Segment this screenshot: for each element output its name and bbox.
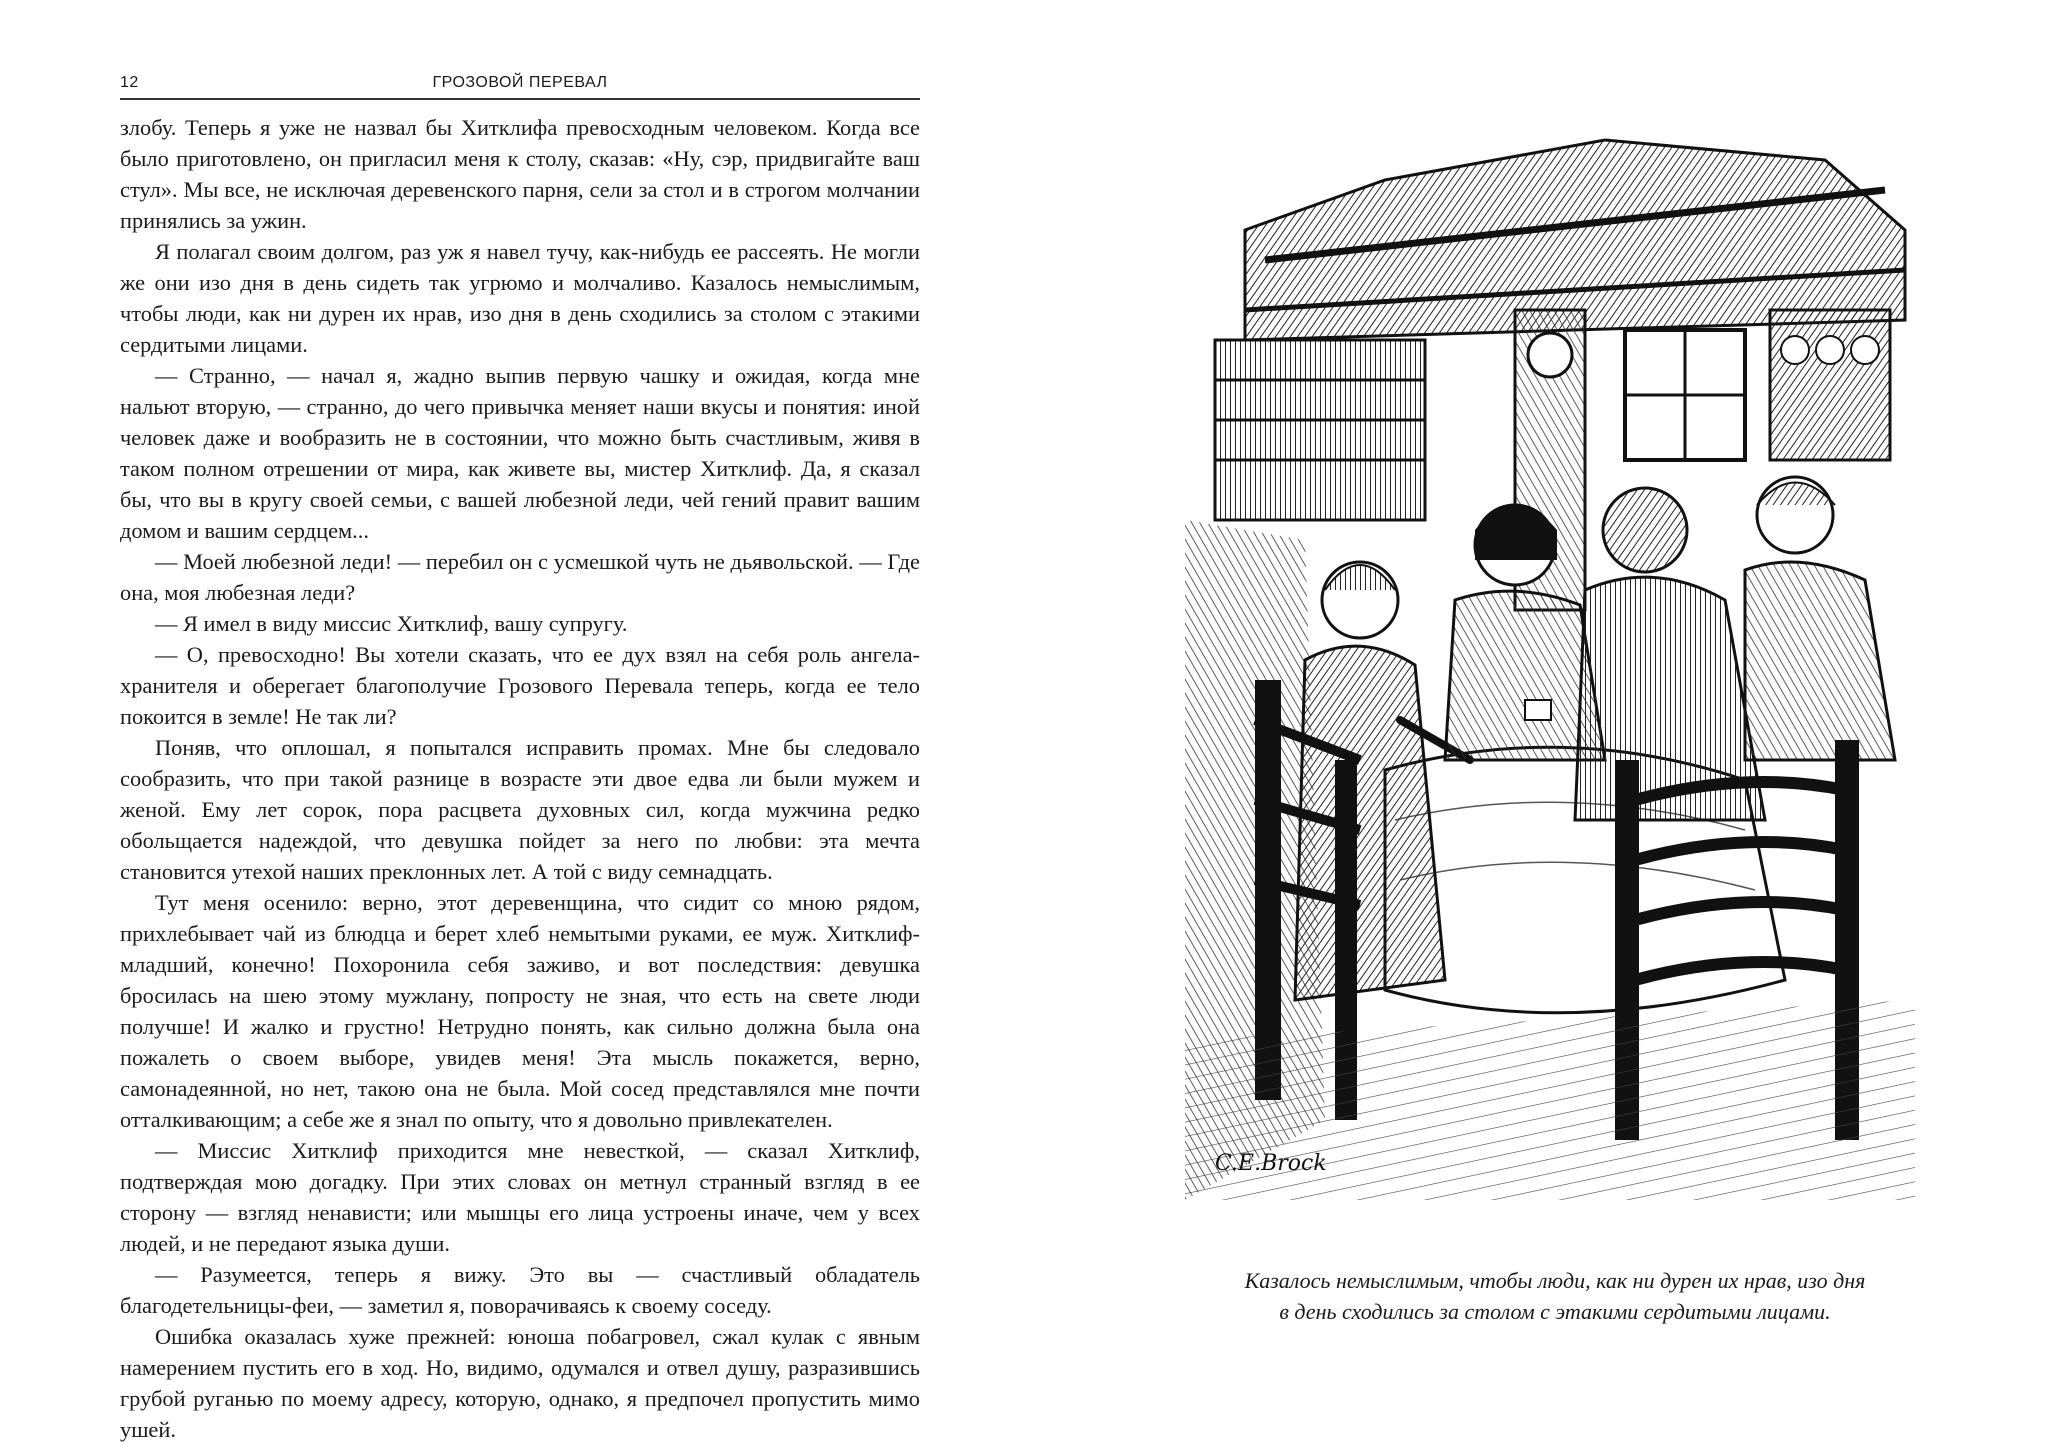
hareton-figure bbox=[1745, 477, 1895, 760]
left-page bbox=[120, 64, 920, 1442]
paragraph: Я полагал своим долгом, раз уж я навел тучу, как-нибудь ее рассеять. Не могли же они изо дня в день сидеть так угрюмо и молчаливо. Казалось немыслимым, чтобы люди, как ни дурен их нрав, изо дня в день сходились за столом с этакими сердитыми лицами. bbox=[120, 239, 920, 357]
paragraph: Тут меня осенило: верно, этот деревенщина, что сидит со мною рядом, прихлебывает чай из блюдца и берет хлеб немытыми руками, ее муж. Хитклиф-младший, конечно! Похоронила себя заживо, и вот последствия: девушка бросилась на шею этому мужлану, попросту не зная, что есть на свете люди получше! И жалко и грустно! Нетрудно понять, как сильно должна была она пожалеть о своем выборе, увидев меня! Эта мысль покажется, верно, самонадеянной, но нет, такою она не была. Мой сосед представлялся мне почти отталкивающим; а себе же я знал по опыту, что я довольно привлекателен. bbox=[120, 890, 920, 1132]
right-page bbox=[1180, 120, 1930, 1340]
illustration bbox=[1185, 120, 1915, 1200]
running-header bbox=[120, 64, 920, 100]
page-number: 12 bbox=[120, 74, 139, 91]
paragraph: — Разумеется, теперь я вижу. Это вы — счастливый обладатель благодетельницы-феи, — заметил я, поворачиваясь к своему соседу. bbox=[120, 1262, 920, 1318]
illustration-caption bbox=[1130, 1265, 1980, 1327]
body-text bbox=[120, 112, 920, 1445]
caption-line: Казалось немыслимым, чтобы люди, как ни дурен их нрав, изо дня bbox=[1244, 1268, 1866, 1293]
paragraph: — Моей любезной леди! — перебил он с усмешкой чуть не дьявольской. — Где она, моя любезная леди? bbox=[120, 549, 920, 605]
paragraph: — Я имел в виду миссис Хитклиф, вашу супругу. bbox=[155, 611, 628, 636]
lockwood-figure bbox=[1575, 488, 1765, 820]
pen-drawing-dining-scene bbox=[1185, 120, 1915, 1200]
paragraph: — О, превосходно! Вы хотели сказать, что ее дух взял на себя роль ангела-хранителя и оберегает благополучие Грозового Перевала теперь, когда ее тело покоится в земле! Не так ли? bbox=[120, 642, 920, 729]
book-title: ГРОЗОВОЙ ПЕРЕВАЛ bbox=[432, 74, 608, 91]
paragraph: Ошибка оказалась хуже прежней: юноша побагровел, сжал кулак с явным намерением пустить его в ход. Но, видимо, одумался и отвел душу, разразившись грубой руганью по моему адресу, которую, однако, я предпочел пропустить мимо ушей. bbox=[120, 1324, 920, 1442]
paragraph: — Странно, — начал я, жадно выпив первую чашку и ожидая, когда мне нальют вторую, — странно, до чего привычка меняет наши вкусы и понятия: иной человек даже и вообразить не в состоянии, что можно быть счастливым, живя в таком полном отрешении от мира, как живете вы, мистер Хитклиф. Да, я сказал бы, что вы в кругу своей семьи, с вашей любезной леди, чей гений правит вашим домом и вашим сердцем... bbox=[120, 363, 920, 543]
paragraph: — Миссис Хитклиф приходится мне невесткой, — сказал Хитклиф, подтверждая мою догадку. При этих словах он метнул странный взгляд в ее сторону — взгляд ненависти; или мышцы его лица устроены иначе, чем у всех людей, и не передают языка души. bbox=[120, 1138, 920, 1256]
paragraph: злобу. Теперь я уже не назвал бы Хитклифа превосходным человеком. Когда все было приготовлено, он пригласил меня к столу, сказав: «Ну, сэр, придвигайте ваш стул». Мы все, не исключая деревенского парня, сели за стол и в строгом молчании принялись за ужин. bbox=[120, 115, 920, 233]
caption-line: в день сходились за столом с этакими сердитыми лицами. bbox=[1279, 1299, 1831, 1324]
dresser bbox=[1215, 340, 1425, 520]
artist-signature: C.E.Brock bbox=[1215, 1151, 1327, 1176]
paragraph: Поняв, что оплошал, я попытался исправить промах. Мне бы следовало сообразить, что при такой разнице в возрасте эти двое едва ли были мужем и женой. Ему лет сорок, пора расцвета духовных сил, когда мужчина редко обольщается надеждой, что девушка пойдет за него по любви: эта мечта становится утехой наших преклонных лет. А той с виду семнадцать. bbox=[120, 735, 920, 884]
